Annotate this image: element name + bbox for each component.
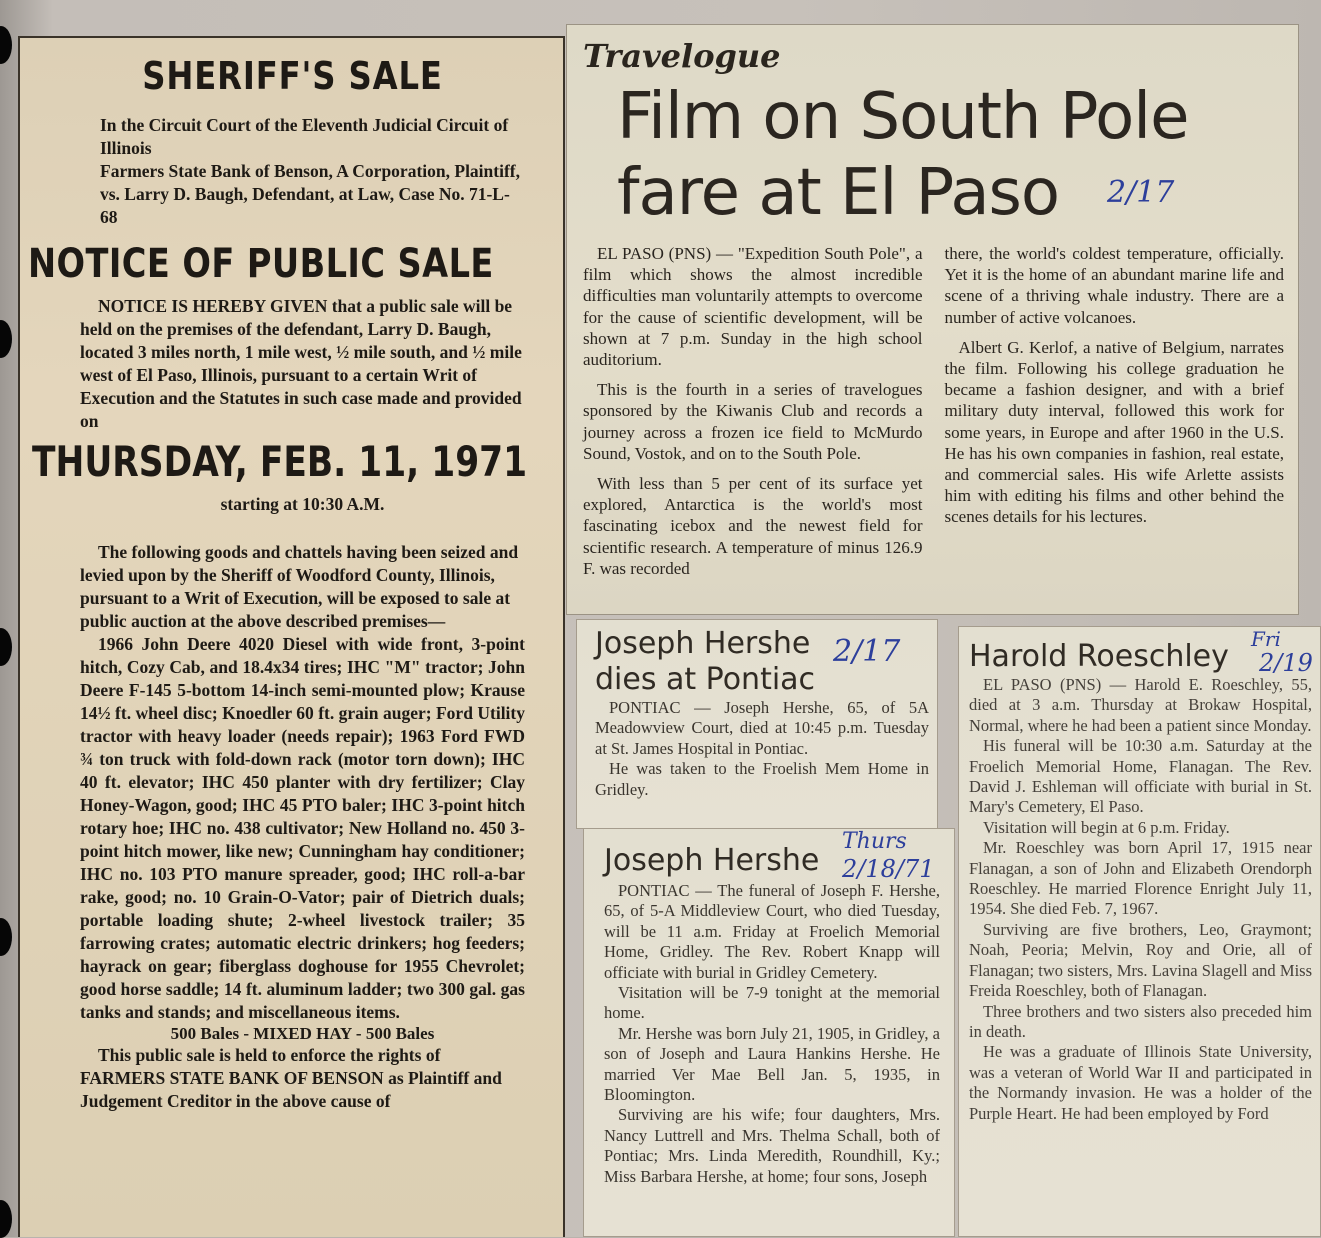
travelogue-kicker: Travelogue — [583, 37, 781, 75]
paragraph: PONTIAC — Joseph Hershe, 65, of 5A Meadowview Court, died at 10:45 p.m. Tuesday at St. James Hospital in Pontiac. — [595, 698, 929, 758]
headline-line: Film on South Pole — [617, 80, 1189, 154]
paragraph: He was taken to the Froelish Mem Home in Gridley. — [595, 759, 929, 799]
paragraph: His funeral will be 10:30 a.m. Saturday at the Froelich Memorial Home, Flanagan. The Rev. David J. Eshleman will officiate with burial in St. Mary's Cemetery, El Paso. — [969, 736, 1312, 817]
headline-line: fare at El Paso — [617, 156, 1060, 230]
headline-line: dies at Pontiac — [595, 662, 816, 697]
obit-text — [595, 698, 929, 800]
case-line: Farmers State Bank of Benson, A Corporation, Plaintiff, vs. Larry D. Baugh, Defendant, at Law, Case No. 71-L-68 — [100, 161, 520, 227]
court-line: In the Circuit Court of the Eleventh Judicial Circuit of Illinois — [100, 115, 509, 158]
paragraph: Surviving are his wife; four daughters, Mrs. Nancy Luttrell and Mrs. Thelma Schall, both of Pontiac; Mrs. Linda Meredith, Roundhill, Ky.; Miss Barbara Hershe, at home; four sons, Joseph — [604, 1105, 940, 1186]
closing-text: This public sale is held to enforce the rights of FARMERS STATE BANK OF BENSON as Plaintiff and Judgement Creditor in the above cause of — [80, 1045, 502, 1111]
obit-headline: Joseph Hershe — [604, 843, 820, 878]
paragraph: EL PASO (PNS) — "Expedition South Pole", a film which shows the almost incredible difficulties man voluntarily attempts to overcome for the cause of scientific development, will be shown at 7 p.m. Sunday in the high school auditorium. — [583, 244, 923, 370]
handwritten-date: 2/19 — [1259, 649, 1313, 677]
sheriff-sale-clipping — [18, 36, 565, 1237]
hershe-death-clipping — [576, 619, 938, 829]
start-time: starting at 10:30 A.M. — [220, 494, 385, 514]
paragraph: EL PASO (PNS) — Harold E. Roeschley, 55, died at 3 a.m. Thursday at Brokaw Hospital, Normal, where he had been a patient since Monday. — [969, 675, 1312, 735]
handwritten-note: Fri — [1251, 627, 1281, 651]
court-caption — [80, 114, 525, 229]
paragraph: Surviving are five brothers, Leo, Graymont; Noah, Peoria; Melvin, Roy and Orie, all of Flanagan; two sisters, Mrs. Lavina Slagell and Miss Freida Roeschley, both of Flanagan. — [969, 919, 1312, 1001]
handwritten-date: 2/17 — [833, 634, 901, 669]
handwritten-date: 2/18/71 — [842, 855, 935, 883]
obit-text — [604, 881, 940, 1187]
hershe-funeral-clipping — [583, 828, 955, 1237]
goods-intro: The following goods and chattels having been seized and levied upon by the Sheriff of Woodford County, Illinois, pursuant to a Writ of Execution, will be exposed to sale at public auction at the above described premises— — [80, 542, 519, 631]
notice-heading: NOTICE OF PUBLIC SALE — [28, 241, 494, 287]
article-column — [583, 243, 923, 588]
paragraph: With less than 5 per cent of its surface yet explored, Antarctica is the world's most fascinating icebox and the newest field for scientific research. A temperature of minus 126.9 F. was recorded — [583, 474, 923, 578]
paragraph: This is the fourth in a series of travelogues sponsored by the Kiwanis Club and records a journey across a frozen ice field to McMurdo Sound, Vostok, and on to the South Pole. — [583, 380, 923, 463]
goods-list: 1966 John Deere 4020 Diesel with wide front, 3-point hitch, Cozy Cab, and 18.4x34 tires; IHC "M" tractor; John Deere F-145 5-bottom 14-inch semi-mounted plow; Krause 14½ ft. wheel disc; Knoedler 60 ft. grain auger; Ford Utility tractor with heavy loader (needs repair); 1963 Ford FWD ¾ ton truck with fold-down rack (motor torn down); IHC 40 ft. elevator; IHC 450 planter with dry fertilizer; Clay Honey-Wagon, good; IHC 45 PTO baler; IHC 3-point hitch rotary hoe; IHC no. 438 cultivator; New Holland no. 450 3-point hitch mower, like new; Cunningham hay conditioner; IHC no. 103 PTO manure spreader, good; IHC roll-a-bar rake, good; no. 10 Grain-O-Vator; pair of Dietrich duals; portable loading shute; 2-wheel livestock trailer; 35 farrowing crates; automatic electric drinkers; hog feeders; hayrack on gear; fiberglass doghouse for 1955 Chevrolet; good horse saddle; 14 ft. aluminum ladder; two 300 gal. gas tanks and stands; and miscellaneous items. — [80, 634, 525, 1022]
bales-line: 500 Bales - MIXED HAY - 500 Bales — [170, 1024, 435, 1043]
paragraph: Albert G. Kerlof, a native of Belgium, narrates the film. Following his college graduation he became a fashion designer, and with a brief military duty interval, followed this work for some years, in Europe and after 1960 in the U.S. He has his own companies in fashion, real estate, and commercial sales. His wife Arlette assists him with editing his films and other behind the scenes details for his lectures. — [944, 337, 1284, 527]
travelogue-clipping — [566, 24, 1299, 615]
sheriff-sale-title: SHERIFF'S SALE — [142, 54, 443, 98]
paragraph: Mr. Hershe was born July 21, 1905, in Gridley, a son of Joseph and Laura Hankins Hershe. He married Ver Mae Bell Jan. 5, 1935, in Bloomington. — [604, 1023, 941, 1105]
notice-body: NOTICE IS HEREBY GIVEN that a public sale will be held on the premises of the defendant, Larry D. Baugh, located 3 miles north, 1 mile west, ½ mile south, and ½ mile west of El Paso, Illinois, pursuant to a certain Writ of Execution and the Statutes in such case made and provided on — [80, 296, 522, 431]
paragraph: Three brothers and two sisters also preceded him in death. — [969, 1001, 1312, 1041]
paragraph: there, the world's coldest temperature, officially. Yet it is the home of an abundant marine life and scene of a thriving whale industry. There are a number of active volcanoes. — [944, 244, 1284, 327]
obit-headline: Harold Roeschley — [969, 639, 1229, 674]
article-column — [945, 243, 1285, 588]
headline-line: Joseph Hershe — [595, 626, 811, 661]
obit-text — [969, 675, 1312, 1124]
paragraph: Visitation will begin at 6 p.m. Friday. — [983, 817, 1230, 837]
paragraph: Mr. Roeschley was born April 17, 1915 near Flanagan, a son of John and Elizabeth Orendorph Roeschley. He married Florence Enright July 11, 1954. She died Feb. 7, 1967. — [969, 838, 1312, 919]
sale-date: THURSDAY, FEB. 11, 1971 — [32, 437, 528, 486]
handwritten-note: Thurs — [842, 829, 907, 854]
travelogue-headline — [617, 79, 1284, 231]
paragraph: Visitation will be 7-9 tonight at the memorial home. — [604, 983, 940, 1023]
article-columns — [583, 243, 1284, 588]
handwritten-date: 2/17 — [1107, 175, 1175, 210]
paragraph: He was a graduate of Illinois State University, was a veteran of World War II and participated in the Normandy invasion. He was a holder of the Purple Heart. He had been employed by Ford — [969, 1042, 1312, 1123]
roeschley-clipping — [958, 626, 1321, 1237]
paragraph: PONTIAC — The funeral of Joseph F. Hershe, 65, of 5-A Middleview Court, who died Tuesday, will be 11 a.m. Friday at Froelich Memorial Home, Gridley. The Rev. Robert Knapp will officiate with burial in Gridley Cemetery. — [604, 881, 940, 982]
